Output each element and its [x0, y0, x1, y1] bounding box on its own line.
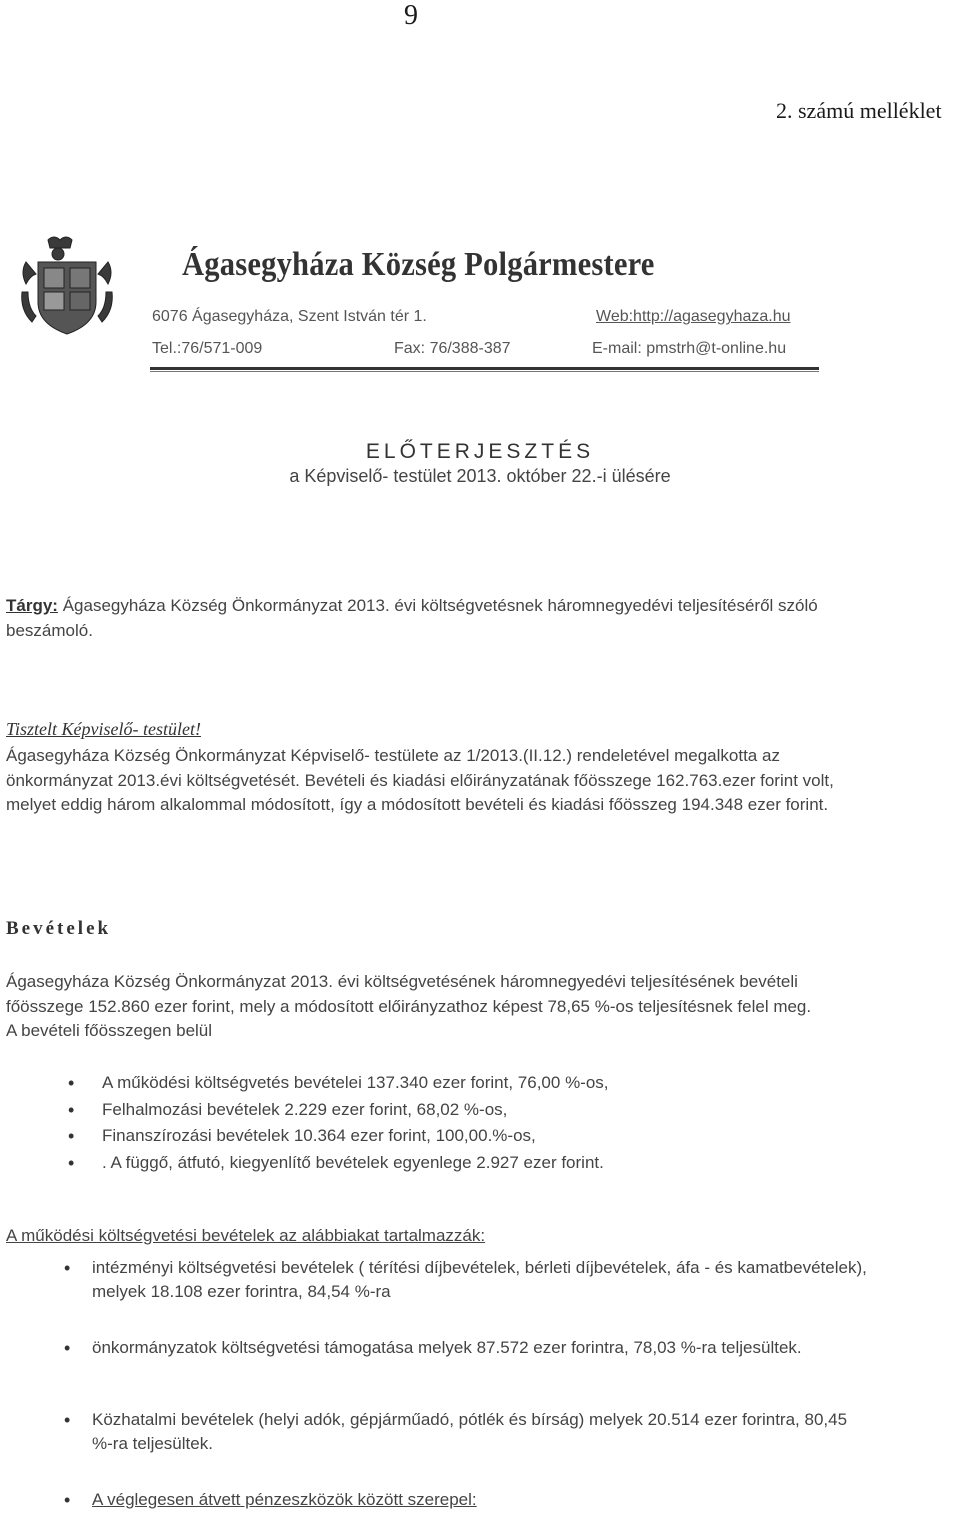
list-item: • Felhalmozási bevételek 2.229 ezer forint, 68,02 %-os,: [68, 1097, 609, 1124]
web-link[interactable]: Web:http://agasegyhaza.hu: [596, 308, 791, 325]
subject-label: Tárgy:: [6, 596, 58, 615]
document-subtitle: a Képviselő- testület 2013. október 22.-i ülésére: [289, 466, 671, 486]
list-item: • . A függő, átfutó, kiegyenlítő bevételek egyenlege 2.927 ezer forint.: [68, 1150, 609, 1177]
revenues-heading: Bevételek: [6, 918, 112, 939]
list-item: [64, 1408, 872, 1456]
list-item-text: Közhatalmi bevételek (helyi adók, gépjárműadó, pótlék és bírság) melyek 20.514 ezer forintra, 80,45 %-ra teljesültek.: [92, 1410, 848, 1453]
list-item-text: önkormányzatok költségvetési támogatása melyek 87.572 ezer forintra, 78,03 %-ra teljesültek.: [92, 1338, 802, 1357]
list-item-text: A véglegesen átvett pénzeszközök között szerepel:: [92, 1490, 477, 1509]
letterhead-title: Ágasegyháza Község Polgármestere: [182, 246, 655, 283]
list-item: [64, 1256, 872, 1304]
letterhead-tel: Tel.:76/571-009: [152, 340, 263, 357]
letterhead-divider: [150, 367, 819, 370]
subject: [6, 593, 826, 643]
bullet-icon: •: [64, 1410, 71, 1430]
operating-heading: A működési költségvetési bevételek az alábbiakat tartalmazzák:: [6, 1226, 486, 1245]
revenues-list: [68, 1070, 609, 1176]
bullet-icon: •: [64, 1258, 71, 1278]
subject-text: Ágasegyháza Község Önkormányzat 2013. évi költségvetésnek háromnegyedévi teljesítéséről szóló beszámoló.: [6, 596, 818, 640]
revenues-summary: Ágasegyháza Község Önkormányzat 2013. évi költségvetésének háromnegyedévi teljesítésének bevételi főösszege 152.860 ezer forint, mely a módosított előirányzathoz képest 78,65 %-os teljesítésnek felel meg.: [6, 972, 812, 1016]
salutation: Tisztelt Képviselő- testület!: [6, 719, 201, 739]
coat-of-arms-icon: [18, 232, 116, 340]
list-item: • A működési költségvetés bevételei 137.340 ezer forint, 76,00 %-os,: [68, 1070, 609, 1097]
intro-paragraph: Ágasegyháza Község Önkormányzat Képviselő- testülete az 1/2013.(II.12.) rendeletével megalkotta az önkormányzat 2013.évi költségvetését. Bevételi és kiadási előirányzatának főösszege 162.763.ezer forint volt, melyet eddig három alkalommal módosított, így a módosított bevételi és kiadási főösszeg 194.348 ezer forint.: [6, 746, 834, 814]
document-title: ELŐTERJESZTÉS: [365, 440, 595, 463]
revenues-within-label: A bevételi főösszegen belül: [6, 1021, 213, 1040]
list-item: • Finanszírozási bevételek 10.364 ezer forint, 100,00.%-os,: [68, 1123, 609, 1150]
page-number: 9: [404, 0, 418, 31]
letterhead-fax: Fax: 76/388-387: [394, 340, 511, 357]
letterhead-email: E-mail: pmstrh@t-online.hu: [592, 340, 787, 357]
letterhead-web[interactable]: [596, 308, 791, 326]
letterhead-divider-thin: [150, 371, 819, 372]
bullet-icon: •: [64, 1338, 71, 1358]
letterhead-address: 6076 Ágasegyháza, Szent István tér 1.: [152, 308, 427, 325]
list-item: [64, 1488, 872, 1512]
list-item: [64, 1336, 872, 1360]
revenues-paragraph: [6, 970, 836, 1044]
bullet-icon: •: [64, 1490, 71, 1510]
annex-label: 2. számú melléklet: [776, 98, 942, 123]
list-item-text: intézményi költségvetési bevételek ( térítési díjbevételek, bérleti díjbevételek, áfa - és kamatbevételek), melyek 18.108 ezer forintra, 84,54 %-ra: [92, 1258, 867, 1301]
